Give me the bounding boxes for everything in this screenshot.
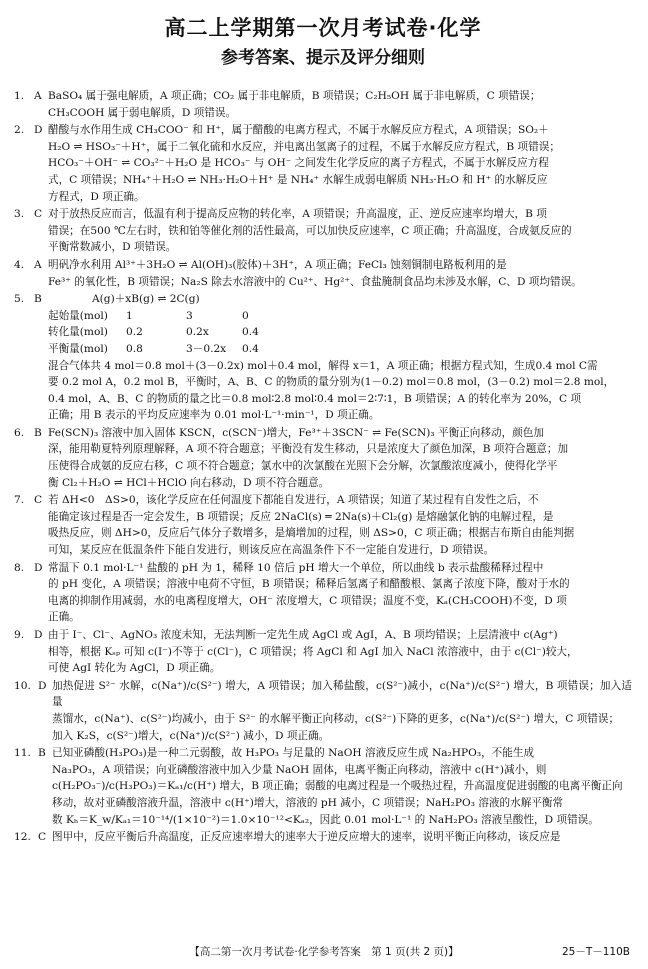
- explanation-line: 若 ΔH<0 ΔS>0，该化学反应在任何温度下都能自发进行，A 项错误；知道了某过程有自发性之后，不: [48, 494, 539, 507]
- question-number: 8.: [14, 561, 25, 574]
- explanation-line: BaSO₄ 属于强电解质，A 项正确；CO₂ 属于非电解质，B 项错误；C₂H₅OH 属于非电解质，C 项错误；: [48, 90, 541, 102]
- ice-table-cell: 转化量(mol): [48, 326, 108, 339]
- answer-item: [14, 88, 632, 121]
- ice-table-cell: 3: [186, 309, 193, 322]
- ice-table-cell: 0.4: [242, 326, 259, 339]
- question-number: 1.: [14, 90, 25, 102]
- answer-letter: C: [34, 208, 43, 221]
- explanation-line: 的 pH 变化，A 项错误；溶液中电荷不守恒，B 项错误；稀释后氢离子和醋酸根、氯离子浓度下降，酸对于水的: [48, 578, 570, 591]
- explanation-line: 能确定该过程是否一定会发生，B 项错误；反应 2NaCl(s) ═ 2Na(s)＋Cl₂(g) 是熔融氯化钠的电解过程，是: [48, 510, 554, 523]
- ice-table-cell: 3－0.2x: [186, 342, 227, 355]
- explanation-line: 图甲中，反应平衡后升高温度，正反应速率增大的速率大于逆反应增大的速率，说明平衡正向移动，该反应是: [52, 831, 561, 844]
- ice-table-cell: 平衡量(mol): [48, 342, 108, 355]
- explanation-line: 深，能用勒夏特列原理解释，A 项不符合题意；平衡没有发生移动，只是浓度大了颜色加深，B 项符合题意；加: [48, 443, 569, 456]
- ice-table-row: [48, 324, 632, 341]
- ice-table-row: [48, 308, 632, 325]
- explanation-line: 移动，故对亚磷酸溶液升温，溶液中 c(H⁺)增大，溶液的 pH 减小，C 项错误；NaH₂PO₃ 溶液的水解平衡常: [52, 796, 564, 809]
- question-number: 5.: [14, 293, 25, 306]
- explanation-line: Na₃PO₃，A 项错误；向亚磷酸溶液中加入少量 NaOH 固体，电离平衡正向移动，溶液中 c(H⁺)减小，则: [52, 763, 547, 776]
- answer-explanation: [52, 678, 632, 744]
- answer-letter: B: [34, 293, 42, 306]
- answer-explanation: [52, 745, 632, 828]
- explanation-line: 压使得合成氨的反应右移，C 项不符合题意；氯水中的次氯酸在光照下会分解，次氯酸浓度减小，使得化学平: [48, 460, 558, 473]
- explanation-line: Fe(SCN)₃ 溶液中加入固体 KSCN，c(SCN⁻)增大，Fe³⁺＋3SCN⁻ ⇌ Fe(SCN)₃ 平衡正向移动，颜色加: [48, 426, 544, 439]
- explanation-line: 正确；用 B 表示的平均反应速率为 0.01 mol·L⁻¹·min⁻¹，D 项正确。: [48, 409, 380, 422]
- answer-letter: D: [38, 679, 47, 692]
- explanation-line: 式，C 项错误；NH₄⁺＋H₂O ⇌ NH₃·H₂O＋H⁺ 是 NH₄⁺ 水解生成弱电解质 NH₃·H₂O 和 H⁺ 的水解反应: [48, 173, 548, 186]
- ice-table-cell: 0.2: [126, 326, 143, 339]
- question-number: 9.: [14, 629, 25, 641]
- explanation-line: 蒸馏水，c(Na⁺)、c(S²⁻)均减小，由于 S²⁻ 的水解平衡正向移动，c(S²⁻)下降的更多，c(Na⁺)/c(S²⁻) 增大，C 项错误；: [52, 712, 620, 725]
- ice-table: [48, 308, 632, 358]
- explanation-line: 混合气体共 4 mol＝0.8 mol＋(3－0.2x) mol＋0.4 mol，解得 x＝1，A 项正确；根据方程式知，生成0.4 mol C需: [48, 359, 598, 372]
- answer-letter: D: [34, 124, 43, 137]
- answer-explanation: [48, 492, 632, 558]
- page-footer: [0, 944, 648, 959]
- page-subtitle: 参考答案、提示及评分细则: [221, 48, 425, 68]
- explanation-line: 加入 K₂S，c(S²⁻)增大，c(Na⁺)/c(S²⁻) 减小，D 项正确。: [52, 729, 330, 742]
- answer-item: [14, 425, 632, 491]
- explanation-line: 正确。: [48, 611, 80, 624]
- answer-item: [14, 745, 632, 828]
- explanation-lines: [48, 358, 632, 424]
- explanation-line: 电离的抑制作用减弱，水的电离程度增大，OH⁻ 浓度增大，C 项错误；温度不变，Kₐ(CH₃COOH)不变，D 项: [48, 594, 567, 607]
- ice-table-row: [48, 341, 632, 358]
- explanation-line: 加热促进 S²⁻ 水解，c(Na⁺)/c(S²⁻) 增大，A 项错误；加入稀盐酸，c(S²⁻)减小，c(Na⁺)/c(S²⁻) 增大，B 项错误；加入适量: [52, 679, 632, 709]
- answer-letter: B: [38, 747, 46, 760]
- answers-group-1: [14, 88, 632, 290]
- page-title: 高二上学期第一次月考试卷·化学: [164, 16, 482, 40]
- question-number: 10.: [14, 679, 31, 692]
- explanation-line: 吸热反应，则 ΔH>0，反应后气体分子数增多，是熵增加的过程，则 ΔS>0，C 项正确；根据吉布斯自由能判据: [48, 527, 575, 540]
- equation-line: [48, 291, 632, 308]
- explanation-line: 相等，根据 Kₛₚ 可知 c(I⁻)不等于 c(Cl⁻)，C 项错误；将 AgCl 和 AgI 加入 NaCl 浓溶液中，由于 c(Cl⁻)较大，: [48, 645, 578, 658]
- answer-letter: B: [34, 426, 42, 439]
- answer-item-5: [14, 291, 632, 424]
- answer-explanation: [48, 291, 632, 424]
- answer-letter: A: [34, 90, 42, 102]
- answer-item: [14, 560, 632, 626]
- answer-item: [14, 678, 632, 744]
- explanation-line: 可使 AgI 转化为 AgCl，D 项正确。: [48, 662, 221, 675]
- explanation-line: 可知，某反应在低温条件下能自发进行，则该反应在高温条件下不一定能自发进行，D 项错误。: [48, 544, 495, 557]
- answers-group-2: [14, 425, 632, 846]
- ice-table-cell: 0.4: [242, 342, 259, 355]
- explanation-line: 平衡常数减小，D 项错误。: [48, 241, 177, 254]
- answer-explanation: [48, 257, 632, 290]
- answer-explanation: [48, 627, 632, 677]
- answer-letter: C: [38, 831, 47, 844]
- ice-table-cell: 1: [126, 309, 133, 322]
- answer-body: [14, 88, 632, 846]
- explanation-line: 要 0.2 mol A，0.2 mol B，平衡时，A、B、C 的物质的量分别为(1－0.2) mol＝0.8 mol，(3－0.2) mol＝2.8 mol，: [48, 376, 615, 389]
- ice-table-cell: 0: [242, 309, 249, 322]
- explanation-line: 明矾净水利用 Al³⁺＋3H₂O ⇌ Al(OH)₃(胶体)＋3H⁺，A 项正确；FeCl₃ 蚀刻铜制电路板利用的是: [48, 258, 507, 271]
- explanation-line: 对于放热反应而言，低温有利于提高反应物的转化率，A 项错误；升高温度，正、逆反应速率均增大，B 项: [48, 208, 547, 221]
- question-number: 6.: [14, 426, 25, 439]
- reaction-equation: A(g)＋xB(g) ⇌ 2C(g): [92, 293, 200, 306]
- answer-item: [14, 829, 632, 846]
- ice-table-cell: 起始量(mol): [48, 309, 108, 322]
- explanation-line: CH₃COOH 属于弱电解质，D 项错误。: [48, 106, 237, 119]
- answer-item: [14, 122, 632, 205]
- explanation-line: 方程式，D 项正确。: [48, 190, 145, 203]
- answer-item: [14, 627, 632, 677]
- question-number: 11.: [14, 747, 31, 760]
- answer-explanation: [48, 206, 632, 256]
- answer-explanation: [48, 560, 632, 626]
- explanation-line: 0.4 mol，A、B、C 的物质的量之比＝0.8 mol∶2.8 mol∶0.4 mol＝2∶7∶1，B 项错误；A 的转化率为 20%，C 项: [48, 392, 582, 405]
- answer-letter: A: [34, 258, 42, 271]
- footer-page-info: 【高二第一次月考试卷·化学参考答案 第 1 页(共 2 页)】: [189, 946, 459, 958]
- explanation-line: 错误；在500 ℃左右时，铁和铂等催化剂的活性最高，可以加快反应速率，C 项正确；升高温度，合成氨反应的: [48, 224, 572, 237]
- question-number: 7.: [14, 494, 25, 507]
- answer-item: [14, 492, 632, 558]
- explanation-line: 醋酸与水作用生成 CH₃COO⁻ 和 H⁺，属于醋酸的电离方程式，不属于水解反应方程式，A 项错误；SO₂＋: [48, 124, 549, 137]
- answer-letter: C: [34, 494, 43, 507]
- explanation-line: HCO₃⁻＋OH⁻ ⇌ CO₃²⁻＋H₂O 是 HCO₃⁻ 与 OH⁻ 之间发生化学反应的离子方程式，不属于水解反应方程: [48, 157, 549, 170]
- answer-letter: D: [34, 561, 43, 574]
- explanation-line: H₂O ⇌ HSO₃⁻＋H⁺，属于二氧化硫和水反应，并电离出氢离子的过程，不属于水解反应方程式，B 项错误；: [48, 140, 560, 153]
- question-number: 4.: [14, 258, 25, 271]
- question-number: 2.: [14, 124, 25, 137]
- answer-item: [14, 257, 632, 290]
- ice-table-cell: 0.8: [126, 342, 143, 355]
- answer-explanation: [48, 88, 632, 121]
- explanation-line: 常温下 0.1 mol·L⁻¹ 盐酸的 pH 为 1，稀释 10 倍后 pH 增大一个单位，所以曲线 b 表示盐酸稀释过程中: [48, 561, 544, 574]
- explanation-line: c(H₂PO₃⁻)/c(H₃PO₃)＝Kₐ₁/c(H⁺) 增大，B 项正确；弱酸的电离过程是一个吸热过程，升高温度促进弱酸的电离平衡正向: [52, 780, 623, 793]
- footer-exam-code: 25－T－110B: [561, 946, 630, 958]
- question-number: 3.: [14, 208, 25, 221]
- answer-item: [14, 206, 632, 256]
- answer-explanation: [52, 829, 632, 846]
- answer-explanation: [48, 425, 632, 491]
- answer-explanation: [48, 122, 632, 205]
- explanation-line: 衡 Cl₂＋H₂O ⇌ HCl＋HClO 向右移动，D 项不符合题意。: [48, 476, 330, 489]
- explanation-line: Fe³⁺ 的氧化性，B 项错误；Na₂S 除去水溶液中的 Cu²⁺、Hg²⁺、食盐腌制食品均未涉及水解，C、D 项均错误。: [48, 275, 582, 288]
- explanation-line: 已知亚磷酸(H₃PO₃)是一种二元弱酸，故 H₃PO₃ 与足量的 NaOH 溶液反应生成 Na₂HPO₃，不能生成: [52, 747, 535, 760]
- ice-table-cell: 0.2x: [186, 326, 209, 339]
- answer-letter: D: [34, 629, 43, 641]
- explanation-line: 由于 I⁻、Cl⁻、AgNO₃ 浓度未知，无法判断一定先生成 AgCl 或 AgI，A、B 项均错误；上层清液中 c(Ag⁺): [48, 629, 558, 641]
- explanation-line: 数 Kₕ＝K_w/Kₐ₁＝10⁻¹⁴/(1×10⁻²)＝1.0×10⁻¹²<Kₐ₂，因此 0.01 mol·L⁻¹ 的 NaH₂PO₃ 溶液呈酸性，D 项错误。: [52, 813, 599, 826]
- question-number: 12.: [14, 831, 31, 844]
